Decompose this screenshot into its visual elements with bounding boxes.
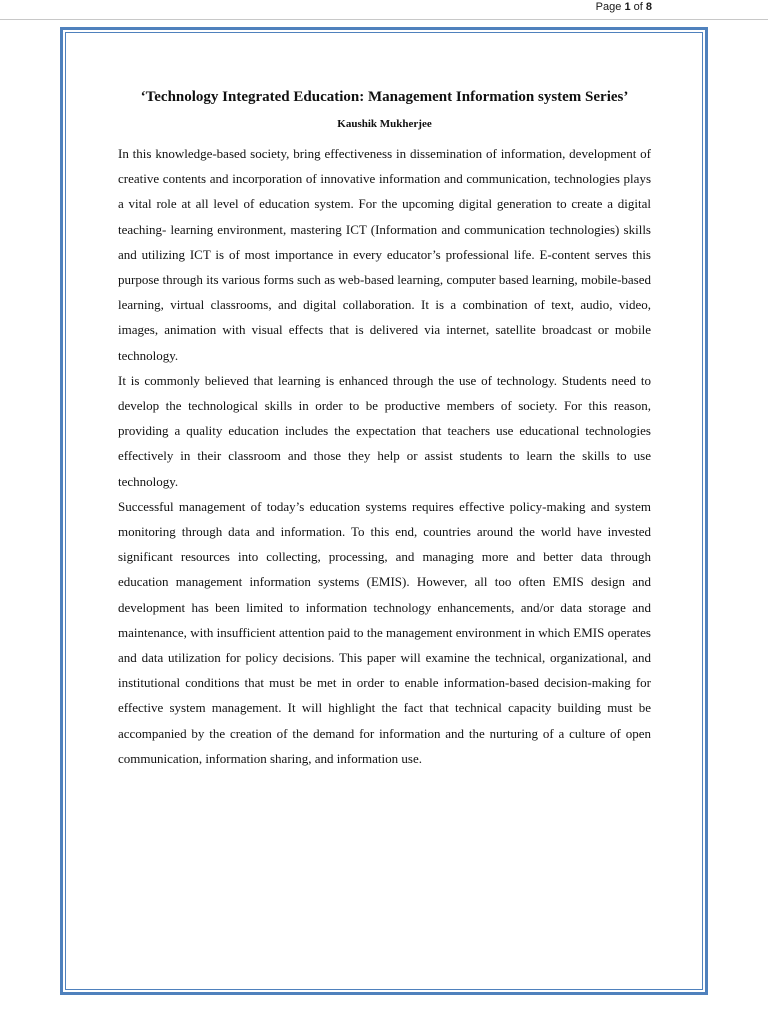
document-author: Kaushik Mukherjee xyxy=(337,118,432,130)
paragraph-intro: In this knowledge-based society, bring effectiveness in dissemination of information, development of creative contents and incorporation of innovative information and communication, technologies plays a vital role at all level of education system. For the upcoming digital generation to create a digital teaching- learning environment, mastering ICT (Information and communication technologies) skills and utilizing ICT is of most importance in every educator’s professional life. E-content serves this purpose through its various forms such as web-based learning, computer based learning, mobile-based learning, virtual classrooms, and digital collaboration. It is a combination of text, audio, video, images, animation with visual effects that is delivered via internet, satellite broadcast or mobile technology. xyxy=(118,146,651,363)
page-indicator xyxy=(596,1,652,13)
document-body xyxy=(118,88,651,771)
of-word: of xyxy=(633,1,643,13)
paragraph-emis-management: Successful management of today’s education systems requires effective policy-making and system monitoring through data and information. To this end, countries around the world have invested significant resources into collecting, processing, and managing more and better data through education management information systems (EMIS). However, all too often EMIS design and development has been limited to information technology enhancements, and/or data storage and maintenance, with insufficient attention paid to the management environment in which EMIS operates and data utilization for policy decisions. This paper will examine the technical, organizational, and institutional conditions that must be met in order to enable information-based decision-making for effective system management. It will highlight the fact that technical capacity building must be accompanied by the creation of the demand for information and the nurturing of a culture of open communication, information sharing, and information use. xyxy=(118,498,651,766)
page-word: Page xyxy=(595,1,622,13)
paragraph-technology-learning: It is commonly believed that learning is enhanced through the use of technology. Students need to develop the technological skills in order to be productive members of society. For this reason, providing a quality education includes the expectation that teachers use educational technologies effectively in their classroom and those they help or assist students to learn the skills to use technology. xyxy=(118,372,651,489)
document-title: ‘Technology Integrated Education: Management Information system Series’ xyxy=(140,89,629,105)
current-page-number: 1 xyxy=(624,1,631,13)
total-pages-number: 8 xyxy=(645,1,652,13)
header-rule xyxy=(0,19,768,20)
